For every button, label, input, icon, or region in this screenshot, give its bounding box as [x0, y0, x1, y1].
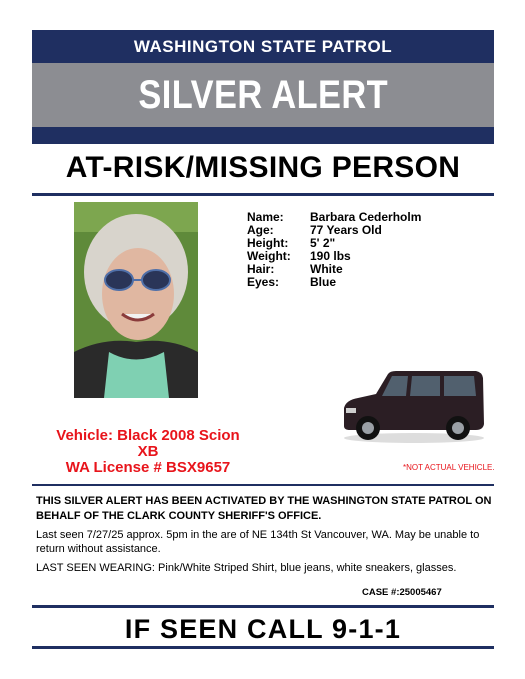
detail-label: Hair: [247, 262, 275, 276]
vehicle-info [18, 428, 278, 476]
car-illustration [336, 366, 486, 446]
person-details [247, 211, 421, 289]
detail-label: Height: [247, 236, 289, 250]
call-divider-top [32, 605, 494, 608]
alert-title-banner [32, 63, 494, 127]
detail-label: Name: [247, 210, 284, 224]
agency-banner: WASHINGTON STATE PATROL [32, 30, 494, 63]
banner-bottom-strip [32, 127, 494, 144]
activation-statement: THIS SILVER ALERT HAS BEEN ACTIVATED BY THE WASHINGTON STATE PATROL ON BEHALF OF THE CLARK COUNTY SHERIFF'S OFFICE. [36, 495, 492, 522]
vehicle-line-1: Vehicle: Black 2008 Scion [56, 427, 240, 444]
headline-divider [32, 193, 494, 196]
headline: AT-RISK/MISSING PERSON [65, 151, 461, 184]
detail-value: 77 Years Old [310, 223, 382, 237]
detail-value: White [310, 262, 343, 276]
detail-value: 5' 2" [310, 236, 336, 250]
detail-value: Blue [310, 275, 337, 289]
vehicle-line-2: XB [137, 443, 159, 460]
call-to-action: IF SEEN CALL 9-1-1 [124, 614, 402, 644]
missing-person-photo [74, 202, 198, 398]
body-divider-top [32, 484, 494, 486]
detail-value: Barbara Cederholm [310, 210, 422, 224]
last-seen-statement: Last seen 7/27/25 approx. 5pm in the are of NE 134th St Vancouver, WA. May be unable to return without assistance. [36, 528, 480, 555]
person-photo-illustration [74, 202, 198, 398]
alert-title: SILVER ALERT [138, 73, 388, 117]
clothing-statement: LAST SEEN WEARING: Pink/White Striped Shirt, blue jeans, white sneakers, glasses. [36, 562, 457, 574]
vehicle-image [336, 366, 486, 446]
detail-label: Weight: [247, 249, 291, 263]
vehicle-license: WA License # BSX9657 [65, 459, 231, 476]
detail-label: Eyes: [247, 275, 280, 289]
detail-label: Age: [247, 223, 274, 237]
alert-body [36, 494, 496, 580]
case-number: CASE #:25005467 [362, 587, 442, 598]
call-divider-bottom [32, 646, 494, 649]
vehicle-disclaimer: *NOT ACTUAL VEHICLE. [403, 463, 495, 472]
detail-value: 190 lbs [310, 249, 351, 263]
detail-row-eyes [247, 276, 421, 289]
